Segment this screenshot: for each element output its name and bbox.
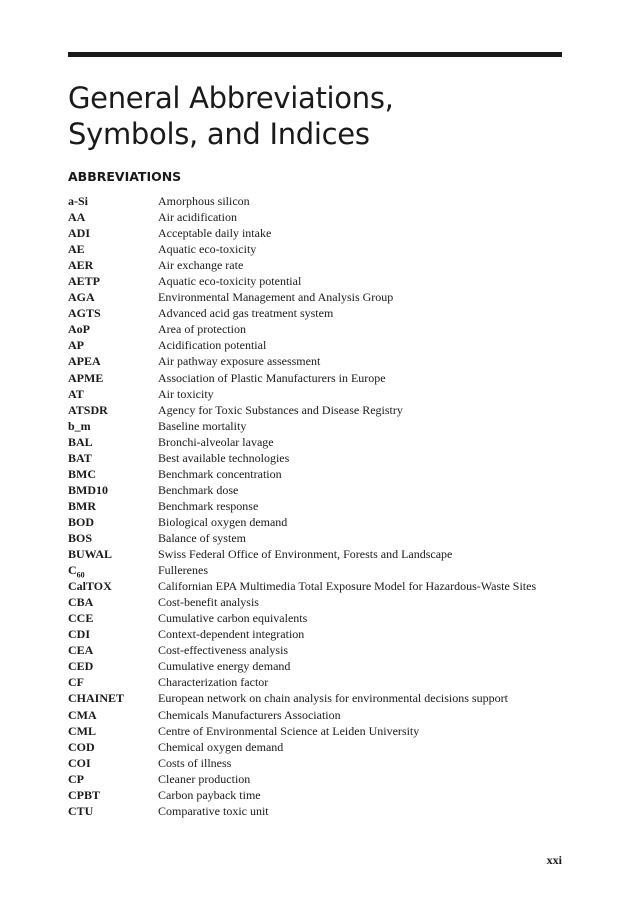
abbreviation-definition: Air exchange rate — [158, 258, 244, 273]
abbreviation-row — [68, 193, 562, 209]
abbreviation-definition: Characterization factor — [158, 675, 269, 690]
abbreviation-row — [68, 241, 562, 257]
abbreviation-definition: Swiss Federal Office of Environment, Forests and Landscape — [158, 547, 453, 562]
abbreviation-row — [68, 305, 562, 321]
abbreviation-term-text: a-Si — [68, 194, 89, 208]
abbreviation-term-text: BOS — [68, 530, 93, 545]
abbreviation-term-text: CalTOX — [68, 579, 112, 594]
abbreviation-term — [68, 514, 158, 530]
abbreviation-term — [68, 562, 158, 578]
abbreviation-definition: Best available technologies — [158, 450, 290, 465]
abbreviation-term — [68, 723, 158, 739]
abbreviation-term — [68, 418, 158, 434]
abbreviation-row — [68, 707, 562, 723]
abbreviation-definition: Acidification potential — [158, 338, 267, 353]
abbreviation-term-text: AP — [68, 338, 84, 353]
abbreviation-term-text: BMC — [68, 466, 96, 481]
abbreviation-row — [68, 578, 562, 594]
abbreviation-term — [68, 787, 158, 803]
abbreviation-definition: Environmental Management and Analysis Group — [158, 290, 394, 305]
abbreviation-term-text: BAT — [68, 450, 92, 465]
abbreviation-row — [68, 498, 562, 514]
abbreviation-term-text: CDI — [68, 627, 91, 642]
abbreviation-term — [68, 241, 158, 257]
abbreviation-term-text: AT — [68, 386, 84, 401]
abbreviation-term — [68, 690, 158, 706]
abbreviation-term-text: AE — [68, 242, 85, 257]
abbreviation-term-text: AER — [68, 258, 94, 273]
abbreviation-row — [68, 690, 562, 706]
abbreviation-row — [68, 514, 562, 530]
abbreviation-definition: Aquatic eco-toxicity potential — [158, 274, 302, 289]
abbreviation-term-text: AGTS — [68, 306, 101, 321]
abbreviation-definition: Cost-benefit analysis — [158, 595, 259, 610]
abbreviation-term — [68, 578, 158, 594]
abbreviation-row — [68, 546, 562, 562]
abbreviation-term — [68, 337, 158, 353]
abbreviation-definition: Bronchi-alveolar lavage — [158, 434, 274, 449]
abbreviation-term — [68, 771, 158, 787]
abbreviation-term-text: CML — [68, 723, 96, 738]
abbreviation-term-text: BMD10 — [68, 482, 108, 497]
abbreviation-row — [68, 771, 562, 787]
abbreviation-row — [68, 450, 562, 466]
abbreviation-row — [68, 723, 562, 739]
abbreviation-term — [68, 434, 158, 450]
abbreviation-term-text: CEA — [68, 643, 94, 658]
abbreviation-term-text: AA — [68, 210, 86, 225]
abbreviation-row — [68, 803, 562, 819]
abbreviation-term-text: CHAINET — [68, 691, 125, 706]
abbreviation-term-text: COD — [68, 739, 95, 754]
abbreviation-term-text: CMA — [68, 707, 97, 722]
abbreviation-term — [68, 803, 158, 819]
abbreviation-definition: Air acidification — [158, 210, 237, 225]
abbreviation-row — [68, 353, 562, 369]
abbreviation-row — [68, 434, 562, 450]
abbreviation-row — [68, 225, 562, 241]
abbreviation-term — [68, 674, 158, 690]
abbreviation-definition: Cumulative energy demand — [158, 659, 291, 674]
abbreviation-definition: Benchmark concentration — [158, 466, 282, 481]
abbreviation-term — [68, 594, 158, 610]
abbreviation-term-text: AGA — [68, 290, 95, 305]
abbreviation-term-text: CP — [68, 771, 84, 786]
abbreviation-term — [68, 482, 158, 498]
chapter-title — [68, 80, 562, 152]
abbreviation-term-text: BUWAL — [68, 547, 113, 562]
abbreviation-definition: Air pathway exposure assessment — [158, 354, 321, 369]
abbreviation-term — [68, 193, 158, 209]
abbreviation-list — [68, 193, 562, 819]
abbreviation-term-text: CCE — [68, 611, 94, 626]
abbreviation-definition: Context-dependent integration — [158, 627, 305, 642]
abbreviation-term — [68, 273, 158, 289]
abbreviation-term-text: APME — [68, 370, 104, 385]
abbreviation-term — [68, 739, 158, 755]
abbreviation-term-text: CTU — [68, 803, 94, 818]
abbreviation-definition: Association of Plastic Manufacturers in Europe — [158, 370, 386, 385]
abbreviation-term-text: BOD — [68, 514, 95, 529]
abbreviation-term — [68, 321, 158, 337]
abbreviation-term — [68, 626, 158, 642]
abbreviation-term-text: C — [68, 563, 77, 578]
top-rule — [68, 52, 562, 57]
abbreviation-term — [68, 610, 158, 626]
abbreviation-definition: Agency for Toxic Substances and Disease Registry — [158, 402, 403, 417]
abbreviation-row — [68, 530, 562, 546]
abbreviation-row — [68, 739, 562, 755]
abbreviation-term-text: CF — [68, 675, 84, 690]
abbreviation-term — [68, 257, 158, 273]
abbreviation-term — [68, 450, 158, 466]
abbreviation-definition: Balance of system — [158, 530, 246, 545]
abbreviation-row — [68, 466, 562, 482]
abbreviation-term — [68, 305, 158, 321]
abbreviation-row — [68, 386, 562, 402]
abbreviation-row — [68, 337, 562, 353]
abbreviation-term-text: BAL — [68, 434, 93, 449]
abbreviation-term — [68, 466, 158, 482]
abbreviation-definition: Air toxicity — [158, 386, 214, 401]
abbreviation-row — [68, 626, 562, 642]
abbreviation-definition: Cleaner production — [158, 771, 251, 786]
abbreviation-row — [68, 257, 562, 273]
abbreviation-definition: Cumulative carbon equivalents — [158, 611, 308, 626]
abbreviation-definition: Acceptable daily intake — [158, 226, 272, 241]
abbreviation-definition: Area of protection — [158, 322, 246, 337]
abbreviation-row — [68, 273, 562, 289]
abbreviation-definition: Benchmark response — [158, 498, 259, 513]
abbreviation-term — [68, 402, 158, 418]
abbreviation-term — [68, 546, 158, 562]
abbreviation-row — [68, 787, 562, 803]
abbreviation-definition: Amorphous silicon — [158, 194, 250, 208]
abbreviation-definition: Benchmark dose — [158, 482, 239, 497]
abbreviation-definition: Cost-effectiveness analysis — [158, 643, 289, 658]
abbreviation-term-text: ADI — [68, 226, 91, 241]
abbreviation-definition: Costs of illness — [158, 755, 232, 770]
abbreviation-term-text: COI — [68, 755, 91, 770]
abbreviation-row — [68, 674, 562, 690]
abbreviation-row — [68, 418, 562, 434]
abbreviation-row — [68, 610, 562, 626]
abbreviation-definition: Chemical oxygen demand — [158, 739, 284, 754]
abbreviation-term-subscript: 60 — [76, 570, 85, 580]
abbreviation-term-text: CBA — [68, 595, 94, 610]
abbreviation-term — [68, 289, 158, 305]
abbreviation-term — [68, 530, 158, 546]
abbreviation-term — [68, 386, 158, 402]
abbreviation-definition: Advanced acid gas treatment system — [158, 306, 334, 321]
abbreviation-term-text: CPBT — [68, 787, 101, 802]
abbreviation-term — [68, 498, 158, 514]
abbreviation-term — [68, 658, 158, 674]
abbreviation-term-text: BMR — [68, 498, 96, 513]
chapter-title-line-2: Symbols, and Indices — [68, 117, 370, 151]
abbreviation-row — [68, 370, 562, 386]
abbreviation-definition: Baseline mortality — [158, 418, 247, 433]
chapter-title-line-1: General Abbreviations, — [68, 81, 394, 115]
abbreviation-definition: European network on chain analysis for environmental decisions support — [158, 691, 508, 706]
abbreviation-row — [68, 562, 562, 578]
abbreviation-term-text: ATSDR — [68, 402, 108, 417]
abbreviation-row — [68, 209, 562, 225]
abbreviation-row — [68, 321, 562, 337]
abbreviation-definition: Aquatic eco-toxicity — [158, 242, 257, 257]
abbreviation-definition: Comparative toxic unit — [158, 803, 269, 818]
abbreviation-term — [68, 370, 158, 386]
abbreviation-term — [68, 353, 158, 369]
abbreviation-row — [68, 658, 562, 674]
abbreviation-row — [68, 482, 562, 498]
abbreviation-definition: Fullerenes — [158, 563, 208, 578]
abbreviation-row — [68, 642, 562, 658]
page-number: xxi — [546, 853, 562, 867]
abbreviation-term — [68, 755, 158, 771]
abbreviation-term — [68, 209, 158, 225]
abbreviation-definition: Californian EPA Multimedia Total Exposure Model for Hazardous-Waste Sites — [158, 579, 537, 594]
abbreviation-definition: Biological oxygen demand — [158, 514, 288, 529]
abbreviation-row — [68, 755, 562, 771]
abbreviation-term-text: AoP — [68, 322, 90, 337]
abbreviation-row — [68, 594, 562, 610]
abbreviation-definition: Carbon payback time — [158, 787, 261, 802]
abbreviation-term — [68, 225, 158, 241]
abbreviation-definition: Chemicals Manufacturers Association — [158, 707, 341, 722]
abbreviation-definition: Centre of Environmental Science at Leiden University — [158, 723, 420, 738]
abbreviation-term — [68, 642, 158, 658]
abbreviation-term-text: AETP — [68, 274, 101, 289]
abbreviation-term — [68, 707, 158, 723]
abbreviation-term-text: APEA — [68, 354, 101, 369]
section-heading: ABBREVIATIONS — [68, 169, 182, 184]
abbreviation-term-text: b_m — [68, 418, 91, 433]
abbreviation-term-text: CED — [68, 659, 94, 674]
abbreviation-row — [68, 402, 562, 418]
abbreviation-row — [68, 289, 562, 305]
